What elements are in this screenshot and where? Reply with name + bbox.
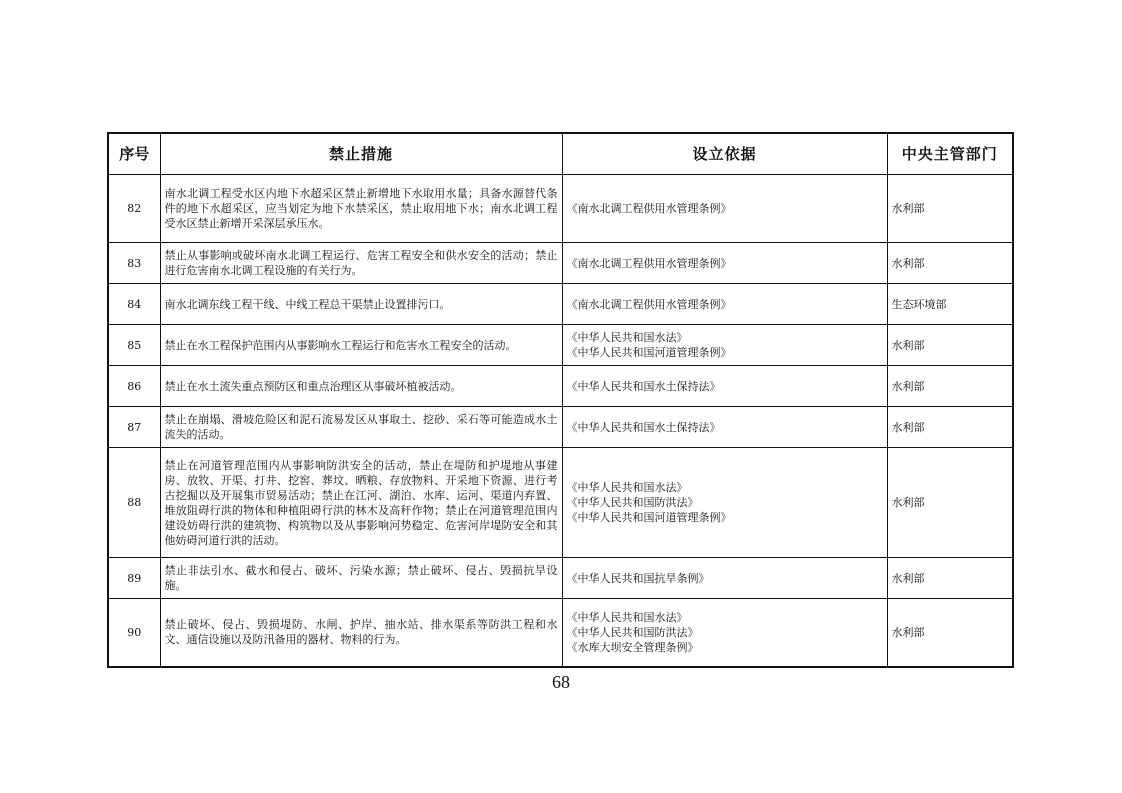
- header-prohibition-measures: 禁止措施: [160, 133, 562, 175]
- row-prohibition-measure: 禁止在水土流失重点预防区和重点治理区从事破坏植被活动。: [160, 366, 562, 407]
- row-prohibition-measure: 南水北调东线工程干线、中线工程总干渠禁止设置排污口。: [160, 284, 562, 325]
- table-header-row: [108, 133, 1013, 175]
- table-row: [108, 243, 1013, 284]
- header-central-department: 中央主管部门: [887, 133, 1013, 175]
- row-prohibition-measure: 禁止从事影响或破坏南水北调工程运行、危害工程安全和供水安全的活动；禁止进行危害南水北调工程设施的有关行为。: [160, 243, 562, 284]
- table-row: [108, 284, 1013, 325]
- row-central-department: 水利部: [887, 558, 1013, 599]
- row-serial-number: 87: [108, 407, 160, 448]
- row-prohibition-measure: 禁止破坏、侵占、毁损堤防、水闸、护岸、抽水站、排水渠系等防洪工程和水文、通信设施以及防汛备用的器材、物料的行为。: [160, 599, 562, 667]
- row-prohibition-measure: 南水北调工程受水区内地下水超采区禁止新增地下水取用水量；具备水源替代条件的地下水超采区，应当划定为地下水禁采区，禁止取用地下水；南水北调工程受水区禁止新增开采深层承压水。: [160, 175, 562, 243]
- row-legal-basis: 《中华人民共和国抗旱条例》: [562, 558, 887, 599]
- row-serial-number: 82: [108, 175, 160, 243]
- row-central-department: 水利部: [887, 175, 1013, 243]
- row-central-department: 水利部: [887, 599, 1013, 667]
- table-row: [108, 175, 1013, 243]
- row-serial-number: 90: [108, 599, 160, 667]
- page-number: 68: [552, 672, 570, 692]
- row-prohibition-measure: 禁止在水工程保护范围内从事影响水工程运行和危害水工程安全的活动。: [160, 325, 562, 366]
- row-prohibition-measure: 禁止在河道管理范围内从事影响防洪安全的活动，禁止在堤防和护堤地从事建房、放牧、开渠、打井、挖窖、葬坟、晒粮、存放物料、开采地下资源、进行考古挖掘以及开展集市贸易活动；禁止在江河、湖泊、水库、运河、渠道内弃置、堆放阻碍行洪的物体和种植阻碍行洪的林木及高秆作物；禁止在河道管理范围内建设妨碍行洪的建筑物、构筑物以及从事影响河势稳定、危害河岸堤防安全和其他妨碍河道行洪的活动。: [160, 448, 562, 558]
- row-serial-number: 83: [108, 243, 160, 284]
- row-prohibition-measure: 禁止在崩塌、滑坡危险区和泥石流易发区从事取土、挖砂、采石等可能造成水土流失的活动。: [160, 407, 562, 448]
- row-legal-basis: 《中华人民共和国水土保持法》: [562, 407, 887, 448]
- row-serial-number: 88: [108, 448, 160, 558]
- row-legal-basis: 《中华人民共和国水土保持法》: [562, 366, 887, 407]
- table-row: [108, 325, 1013, 366]
- row-central-department: 水利部: [887, 448, 1013, 558]
- row-legal-basis: 《南水北调工程供用水管理条例》: [562, 243, 887, 284]
- row-central-department: 水利部: [887, 243, 1013, 284]
- row-legal-basis: 《中华人民共和国水法》 《中华人民共和国防洪法》 《水库大坝安全管理条例》: [562, 599, 887, 667]
- prohibition-measures-table: [107, 132, 1014, 668]
- header-serial-number: 序号: [108, 133, 160, 175]
- row-central-department: 水利部: [887, 366, 1013, 407]
- table-row: [108, 366, 1013, 407]
- row-serial-number: 85: [108, 325, 160, 366]
- row-legal-basis: 《南水北调工程供用水管理条例》: [562, 175, 887, 243]
- row-prohibition-measure: 禁止非法引水、截水和侵占、破坏、污染水源；禁止破坏、侵占、毁损抗旱设施。: [160, 558, 562, 599]
- row-serial-number: 89: [108, 558, 160, 599]
- row-serial-number: 84: [108, 284, 160, 325]
- row-central-department: 水利部: [887, 407, 1013, 448]
- table-row: [108, 599, 1013, 667]
- row-central-department: 水利部: [887, 325, 1013, 366]
- table-row: [108, 407, 1013, 448]
- row-legal-basis: 《中华人民共和国水法》 《中华人民共和国防洪法》 《中华人民共和国河道管理条例》: [562, 448, 887, 558]
- row-legal-basis: 《南水北调工程供用水管理条例》: [562, 284, 887, 325]
- row-legal-basis: 《中华人民共和国水法》 《中华人民共和国河道管理条例》: [562, 325, 887, 366]
- row-serial-number: 86: [108, 366, 160, 407]
- row-central-department: 生态环境部: [887, 284, 1013, 325]
- header-legal-basis: 设立依据: [562, 133, 887, 175]
- table-row: [108, 558, 1013, 599]
- table-row: [108, 448, 1013, 558]
